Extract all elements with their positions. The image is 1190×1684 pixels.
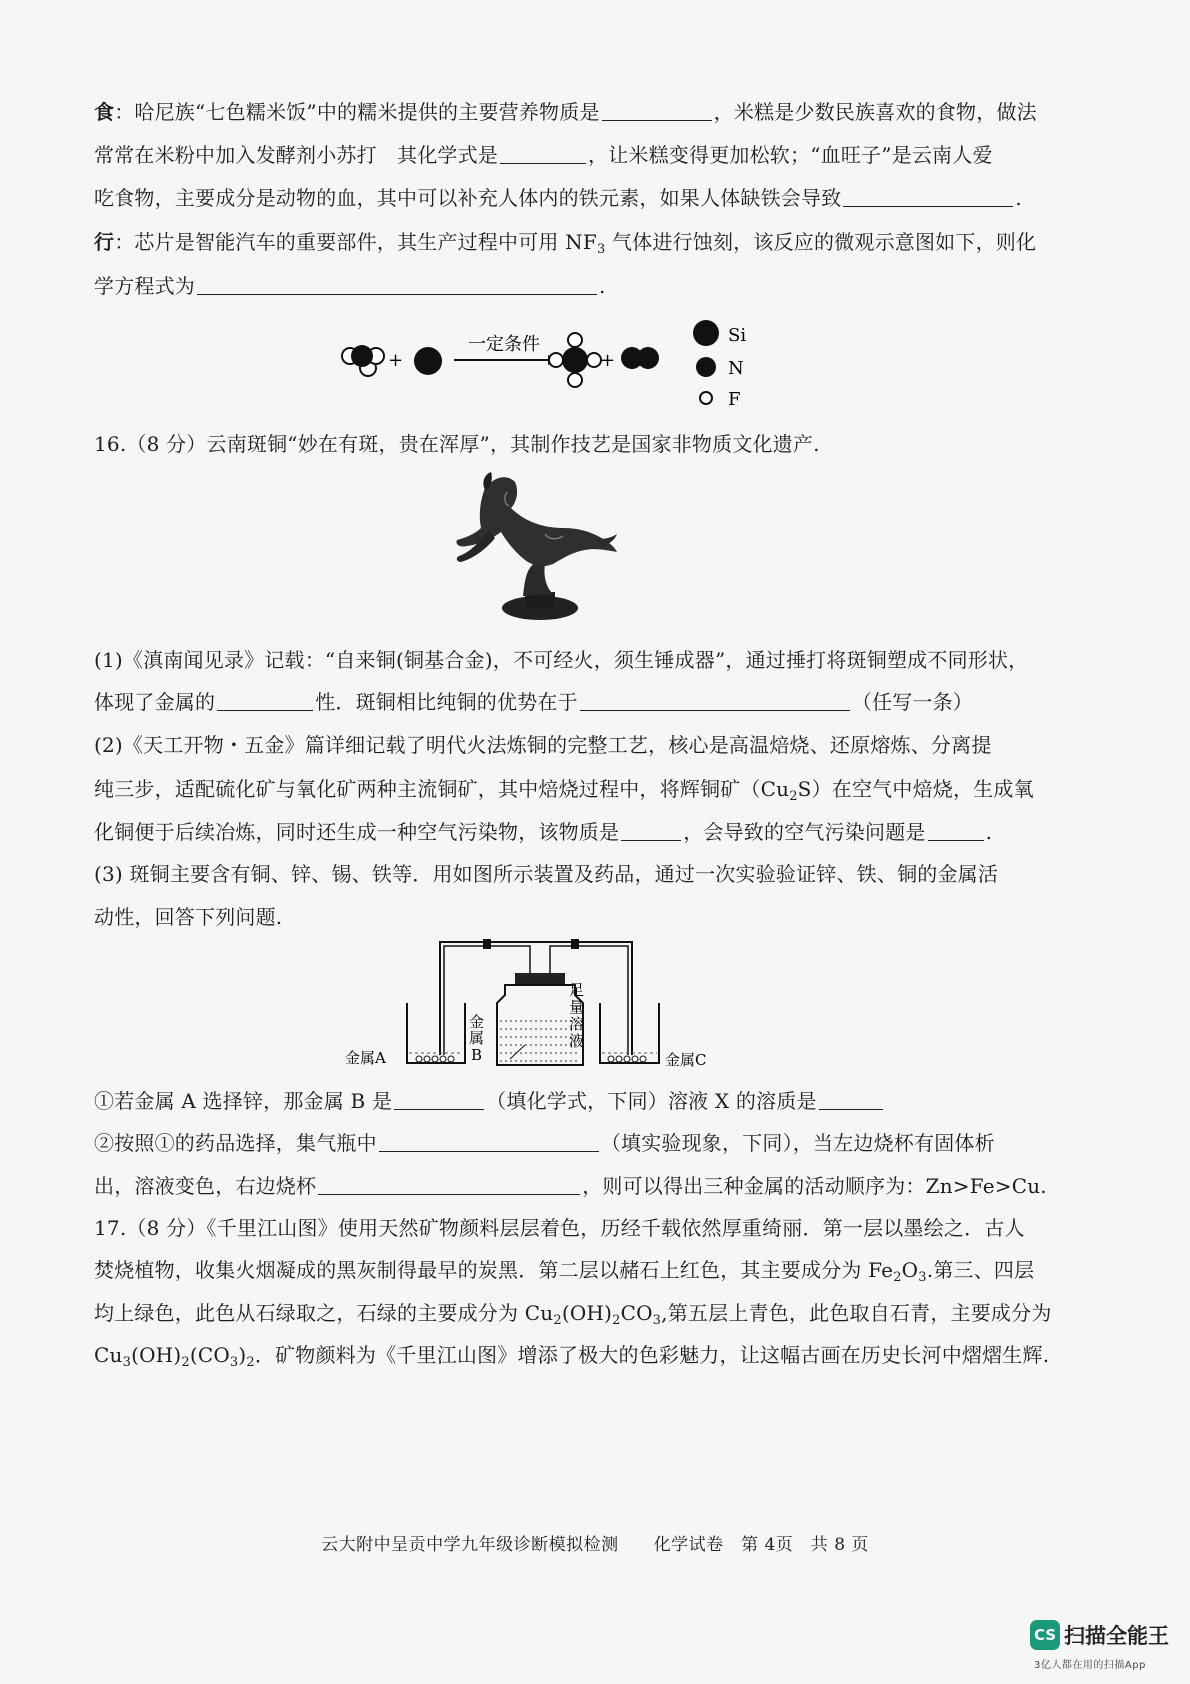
svg-text:B: B: [471, 1046, 483, 1064]
q16-part1-line1: (1)《滇南闻见录》记载：“自来铜(铜基合金)，不可经火，须生锤成器”，通过捶打将斑铜塑成不同形状，: [94, 648, 1029, 672]
svg-text:溶: 溶: [569, 1015, 585, 1033]
svg-text:金: 金: [469, 1013, 485, 1031]
q17-line-2: 焚烧植物，收集火烟凝成的黑灰制得最早的炭黑．第二层以赭石上红色，其主要成分为 $Fe_2O_3$.第三、四层: [94, 1258, 1035, 1285]
q16-part3-line1: (3) 斑铜主要含有铜、锌、锡、铁等．用如图所示装置及药品，通过一次实验验证锌、铁、铜的金属活: [94, 862, 999, 886]
svg-text:足: 足: [569, 981, 585, 999]
q15-food-line-2: 常常在米粉中加入发酵剂小苏打 其化学式是 ，让米糕变得更加松软；“血旺子”是云南人爱: [94, 143, 993, 167]
svg-text:量: 量: [569, 998, 585, 1016]
bronze-horse-image: [445, 468, 625, 628]
answer-blank[interactable]: [580, 692, 850, 711]
svg-text:液: 液: [569, 1032, 585, 1050]
answer-blank[interactable]: [819, 1091, 883, 1110]
q15-travel-line-1: 行：芯片是智能汽车的重要部件，其生产过程中可用 $NF_3$ 气体进行蚀刻，该反应的微观示意图如下，则化: [94, 230, 1037, 257]
legend-f-icon: [700, 392, 712, 404]
answer-blank[interactable]: [197, 276, 597, 295]
svg-text:属: 属: [469, 1029, 485, 1047]
q15-travel-line-2: 学方程式为 .: [94, 274, 606, 298]
metal-c-label: 金属C: [665, 1051, 707, 1069]
q16-title: 16.（8 分）云南斑铜“妙在有斑，贵在浑厚”，其制作技艺是国家非物质文化遗产.: [94, 432, 820, 456]
q17-line-1: 17.（8 分）《千里江山图》使用天然矿物颜料层层着色，历经千载依然厚重绮丽．第一层以墨绘之．古人: [94, 1216, 1025, 1240]
q16-part2-line3: 化铜便于后续冶炼，同时还生成一种空气污染物，该物质是 ，会导致的空气污染问题是 .: [94, 820, 993, 844]
q16-answer-3: 出，溶液变色，右边烧杯 ，则可以得出三种金属的活动顺序为：Zn>Fe>Cu.: [94, 1174, 1047, 1198]
answer-blank[interactable]: [394, 1091, 484, 1110]
plus-sign: +: [600, 350, 616, 371]
condition-label: 一定条件: [468, 334, 540, 355]
page-footer: 云大附中呈贡中学九年级诊断模拟检测 化学试卷 第 4页 共 8 页: [321, 1535, 869, 1555]
legend-f: F: [728, 389, 741, 410]
q17-line-3: 均上绿色，此色从石绿取之，石绿的主要成分为 $Cu_2(OH)_2CO_3$,第五层上青色，此色取自石青，主要成分为: [94, 1301, 1052, 1328]
q16-answer-2: ②按照①的药品选择，集气瓶中 （填实验现象，下同），当左边烧杯有固体析: [94, 1131, 995, 1155]
food-label: 食: [94, 100, 115, 124]
q16-part3-line2: 动性，回答下列问题.: [94, 905, 283, 929]
answer-blank[interactable]: [602, 102, 712, 121]
answer-blank[interactable]: [500, 145, 586, 164]
apparatus-diagram: [345, 935, 745, 1075]
plus-sign: +: [388, 350, 404, 371]
reaction-diagram: [330, 312, 830, 422]
answer-blank[interactable]: [217, 692, 313, 711]
legend-n-icon: [696, 357, 716, 377]
q16-part2-line2: 纯三步，适配硫化矿与氧化矿两种主流铜矿，其中焙烧过程中，将辉铜矿$(Cu_2S)$在空气中焙烧，生成氧: [94, 777, 1034, 804]
answer-blank[interactable]: [928, 822, 984, 841]
answer-blank[interactable]: [379, 1133, 599, 1152]
nf3-molecule: [342, 345, 384, 376]
q15-food-line-3: 吃食物，主要成分是动物的血，其中可以补充人体内的铁元素，如果人体缺铁会导致 .: [94, 186, 1022, 210]
q16-answer-1: ①若金属 A 选择锌，那金属 B 是 （填化学式，下同）溶液 X 的溶质是: [94, 1087, 885, 1115]
legend-n: N: [728, 358, 744, 379]
si-atom: [414, 347, 442, 375]
sif4-molecule: [549, 333, 601, 387]
scanner-watermark: CS 扫描全能王 3亿人都在用的扫描App: [1030, 1620, 1169, 1650]
travel-label: 行: [94, 230, 115, 254]
legend-si-icon: [693, 320, 719, 346]
n2-molecule: [621, 347, 659, 369]
answer-blank[interactable]: [318, 1176, 580, 1195]
q15-food-line-1: 食：哈尼族“七色糯米饭”中的糯米提供的主要营养物质是 ，米糕是少数民族喜欢的食物，做法: [94, 100, 1037, 124]
legend-si: Si: [728, 325, 747, 346]
answer-blank[interactable]: [843, 188, 1013, 207]
q16-part1-line2: 体现了金属的 性．斑铜相比纯铜的优势在于 （任写一条）: [94, 690, 974, 714]
camscanner-logo: CS: [1030, 1620, 1060, 1650]
q16-part2-line1: (2)《天工开物・五金》篇详细记载了明代火法炼铜的完整工艺，核心是高温焙烧、还原熔炼、分离提: [94, 733, 992, 757]
q17-line-4: $Cu_3(OH)_2(CO_3)_2$．矿物颜料为《千里江山图》增添了极大的色彩魅力，让这幅古画在历史长河中熠熠生辉.: [94, 1343, 1050, 1370]
answer-blank[interactable]: [621, 822, 681, 841]
metal-a-label: 金属A: [345, 1049, 386, 1067]
